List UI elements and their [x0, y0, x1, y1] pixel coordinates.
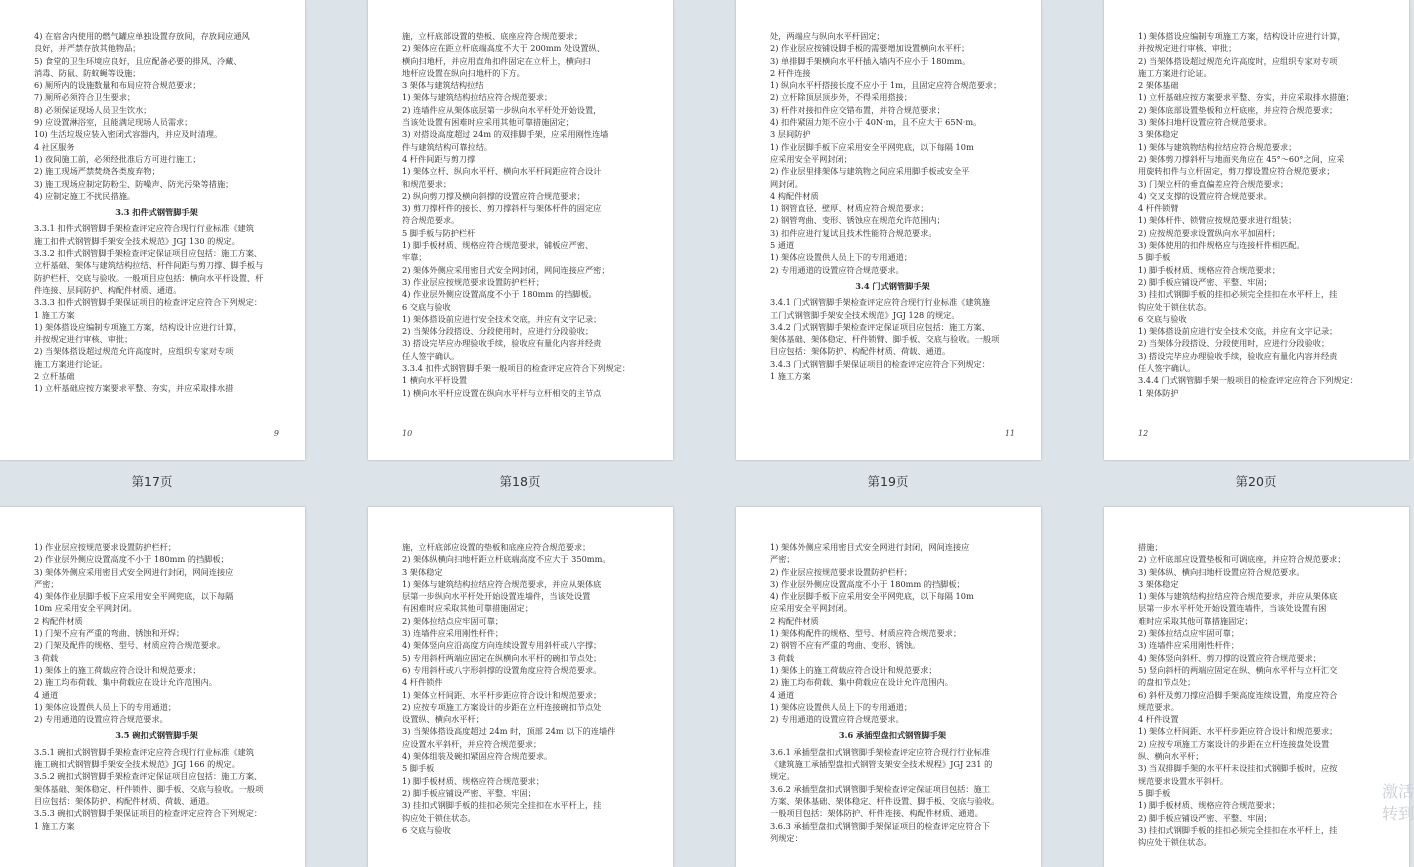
text-line: 3.5.1 碗扣式钢管脚手架检查评定应符合现行行业标准《建筑	[34, 746, 254, 757]
text-line: 1 施工方案	[770, 371, 811, 382]
text-line: 3 架体与建筑结构拉结	[402, 80, 484, 91]
text-line: 6) 斜杆及剪刀撑应沿脚手架高度连续设置，角度应符合	[1138, 689, 1338, 700]
text-line: 规范要求。	[1138, 701, 1179, 712]
text-line: 3) 连墙件应采用刚性杆件；	[1138, 640, 1240, 651]
text-line: 4) 架体组装及碗扣紧固应符合规范要求。	[402, 751, 553, 762]
text-line: 4 杆件锁臂	[1138, 203, 1179, 214]
text-line: 1) 架体上的施工荷载应符合设计和规范要求；	[770, 664, 937, 675]
text-line: 2) 脚手板应铺设严密、平整、牢固；	[1138, 276, 1272, 287]
text-line: 应采用安全平网封闭；	[770, 153, 852, 164]
text-line: 6 交底与验收	[402, 824, 451, 835]
text-line: 4) 交叉支撑的设置应符合规范要求。	[1138, 190, 1272, 201]
text-line: 4) 作业层脚手板下应采用安全平网兜底，以下每隔 10m	[770, 591, 974, 602]
text-line: 7) 厕所必须符合卫生要求；	[34, 92, 136, 103]
text-line: 2) 架体纵横向扫地杆距立杆底端高度不应大于 350mm。	[402, 554, 611, 565]
text-line: 难时应采取其他可靠措施固定；	[1138, 615, 1253, 626]
text-line: 3 架体稳定	[1138, 129, 1179, 140]
text-line: 5 通道	[770, 240, 795, 251]
text-line: 1) 横向水平杆应设置在纵向水平杆与立杆相交的主节点	[402, 387, 602, 398]
text-line: 措施；	[1138, 542, 1163, 552]
text-line: 1) 架体搭设前应进行安全技术交底，并应有文字记录；	[402, 313, 602, 324]
text-line: 2) 当架体搭设超过规范允许高度时，应组织专家对专项	[1138, 55, 1338, 66]
text-line: 符合规范要求。	[402, 215, 460, 226]
text-line: 4 通道	[770, 689, 795, 700]
text-line: 2) 脚手板应铺设严密、平整、牢固；	[402, 787, 536, 798]
text-line: 严密；	[770, 554, 795, 565]
text-line: 5 脚手板	[1138, 252, 1171, 263]
text-line: 2) 作业层里排架体与建筑物之间应采用脚手板或安全平	[770, 166, 970, 177]
text-line: 1) 架体上的施工荷载应符合设计和规范要求；	[34, 664, 201, 675]
text-line: 6) 厕所内的设施数量和布局应符合规范要求；	[34, 80, 201, 91]
text-line: 2) 立杆除顶层顶步外，不得采用搭接；	[770, 92, 913, 103]
text-line: 3) 当架体搭设高度超过 24m 时，顶部 24m 以下的连墙件	[402, 726, 616, 737]
text-line: 1 施工方案	[34, 820, 75, 831]
text-line: 3 架体稳定	[402, 566, 443, 577]
text-line: 10) 生活垃圾应装入密闭式容器内，并应及时清理。	[34, 129, 223, 140]
text-line: 的盘扣节点处；	[1138, 677, 1196, 688]
text-line: 2 架体基础	[1138, 80, 1179, 91]
text-line: 2) 钢管不应有严重的弯曲、变形、锈蚀。	[770, 640, 921, 651]
page-label-17[interactable]: 第17页	[131, 474, 173, 489]
text-line: 9) 应设置淋浴室，且能满足现场人员需求；	[34, 117, 193, 128]
text-line: 4) 在宿舍内使用的燃气罐应单独设置存放间，存放间应通风	[34, 31, 250, 41]
text-line: 1) 脚手板材质、规格应符合规范要求；	[1138, 264, 1281, 275]
text-line: 3) 门架立杆的垂直偏差应符合规范要求；	[1138, 178, 1289, 189]
text-line: 4 构配件材质	[770, 190, 819, 201]
text-line: 牢靠；	[402, 252, 427, 263]
text-line: 用旋转扣件与立杆固定，剪刀撑设置应符合规范要求；	[1138, 166, 1335, 177]
text-line: 4 通道	[34, 689, 59, 700]
text-line: 3.6.1 承插型盘扣式钢管脚手架检查评定应符合现行行业标准	[770, 746, 990, 757]
text-line: 2) 纵向剪刀撑及横向斜撑的设置应符合规范要求；	[402, 190, 585, 201]
text-line: 1) 纵向水平杆搭接长度不应小于 1m，且固定应符合规范要求；	[770, 80, 1002, 91]
page-number: 10	[402, 429, 413, 438]
text-line: 3) 架体外侧应采用密目式安全网进行封闭，网间连接应	[34, 566, 234, 577]
text-line: 2) 架体拉结点应牢固可靠；	[402, 615, 504, 626]
text-line: 3.3.3 扣件式钢管脚手架保证项目的检查评定应符合下列规定：	[34, 297, 263, 308]
text-line: 6 交底与验收	[1138, 313, 1187, 324]
text-line: 钩应处于锁住状态。	[1138, 837, 1212, 848]
text-line: 2) 脚手板应铺设严密、平整、牢固；	[1138, 812, 1272, 823]
page-number: 9	[273, 429, 279, 438]
text-line: 1) 架体搭设应编制专项施工方案，结构设计应进行计算，	[34, 321, 242, 332]
text-line: 3) 施工现场应制定防粉尘、防噪声、防光污染等措施；	[34, 178, 234, 189]
text-line: 2 构配件材质	[34, 615, 83, 626]
text-line: 2) 架体底部设置垫板和立杆底座，并应符合规范要求；	[1138, 104, 1338, 115]
text-line: 3) 单排脚手架横向水平杆插入墙内不应小于 180mm。	[770, 55, 971, 66]
text-line: 2) 应按专项施工方案设计的步距在立杆连接盘处设置	[1138, 738, 1330, 749]
text-line: 严密；	[34, 578, 59, 589]
text-line: 层第一步纵向水平杆处开始设置连墙件，当该处设置	[402, 591, 591, 602]
text-line: 4 社区服务	[34, 141, 75, 152]
text-line: 3.4.4 门式钢管脚手架一般项目的检查评定应符合下列规定：	[1138, 375, 1358, 386]
text-line: 1) 架体搭设应编制专项施工方案，结构设计应进行计算，	[1138, 31, 1346, 41]
top-page-thumbnail[interactable]	[368, 0, 673, 460]
text-line: 任人签字确认。	[1138, 363, 1196, 374]
text-line: 2) 应按专项施工方案设计的步距在立杆连接碗扣节点处	[402, 701, 602, 712]
text-line: 1) 架体与建筑结构拉结应符合规范要求；	[402, 92, 553, 103]
text-line: 1) 夜间施工前，必须经批准后方可进行施工；	[34, 153, 201, 164]
top-page-thumbnail[interactable]	[736, 0, 1041, 460]
top-page-thumbnail[interactable]	[1104, 0, 1409, 460]
text-line: 施工碗扣式钢管脚手架安全技术规范》JGJ 166 的规定。	[34, 759, 240, 770]
text-line: 1) 架体外侧应采用密目式安全网进行封闭，网间连接应	[770, 542, 970, 552]
text-line: 2) 架体外侧应采用密目式安全网封闭，网间连接应严密；	[402, 264, 610, 275]
text-line: 3) 对搭设高度超过 24m 的双排脚手架，应采用刚性连墙	[402, 129, 609, 140]
text-line: 1) 架体立杆、纵向水平杆、横向水平杆间距应符合设计	[402, 166, 602, 177]
watermark-line-1: 激活	[1381, 782, 1414, 801]
text-line: 当该处设置有困难时应采用其他可靠措施固定；	[402, 117, 574, 128]
text-line: 3.3.1 扣件式钢管脚手架检查评定应符合现行行业标准《建筑	[34, 223, 254, 234]
text-line: 《建筑施工承插型盘扣式钢管支架安全技术规程》JGJ 231 的	[770, 759, 993, 770]
text-line: 3.3.2 扣件式钢管脚手架检查评定保证项目应包括：施工方案、	[34, 248, 263, 259]
text-line: 并按规定进行审核、审批；	[1138, 43, 1237, 54]
page-label-19[interactable]: 第19页	[867, 474, 909, 489]
text-line: 1) 架体应设置供人员上下的专用通道；	[770, 701, 913, 712]
text-line: 施工方案进行论证。	[34, 358, 108, 369]
text-line: 网封闭。	[770, 178, 803, 189]
text-line: 3.6.2 承插型盘扣式钢管脚手架检查评定保证项目包括：施工	[770, 783, 990, 794]
text-line: 3.3.4 扣件式钢管脚手架一般项目的检查评定应符合下列规定：	[402, 363, 631, 374]
bottom-page-thumbnail[interactable]	[368, 507, 673, 867]
text-line: 1) 架体应设置供人员上下的专用通道；	[34, 701, 177, 712]
text-line: 2) 施工均布荷载、集中荷载应在设计允许范围内。	[34, 677, 217, 688]
text-line: 3) 架体纵、横向扫地杆设置应符合规范要求。	[1138, 566, 1305, 577]
text-line: 防护栏杆、交底与验收。一般项目应包括：横向水平杆设置、杆	[34, 272, 264, 283]
text-line: 3 架体稳定	[1138, 578, 1179, 589]
text-line: 3) 扣件应进行复试且技术性能符合规范要求。	[770, 227, 937, 238]
text-line: 和规范要求；	[402, 178, 452, 189]
text-line: 2) 作业层外侧应设置高度不小于 180mm 的挡脚板；	[34, 554, 229, 565]
text-line: 1) 脚手板材质、规格应符合规范要求；	[1138, 800, 1281, 811]
text-line: 列规定：	[770, 832, 803, 843]
text-line: 规定。	[770, 771, 795, 782]
text-line: 3.4.3 门式钢管脚手架保证项目的检查评定应符合下列规定：	[770, 358, 990, 369]
text-line: 3) 搭设完毕应办理验收手续，验收应有量化内容并经责	[402, 338, 602, 349]
text-line: 2) 门架及配件的规格、型号、材质应符合规范要求。	[34, 640, 226, 651]
text-line: 施，立杆底部应设置的垫板和底座应符合规范要求；	[402, 542, 591, 552]
text-line: 1 架体防护	[1138, 387, 1179, 398]
text-line: 施工方案进行论证。	[1138, 67, 1212, 78]
section-heading: 3.4 门式钢管脚手架	[855, 280, 930, 291]
text-line: 2) 钢管弯曲、变形、锈蚀应在规范允许范围内；	[770, 215, 945, 226]
text-line: 2) 专用通道的设置应符合规范要求。	[34, 714, 168, 725]
text-line: 应采用安全平网封闭。	[770, 603, 852, 614]
text-line: 3) 剪刀撑杆件的接长、剪刀撑斜杆与架体杆件的固定应	[402, 203, 602, 214]
top-page-thumbnail[interactable]	[0, 0, 305, 460]
text-line: 应设置水平斜杆，并应符合规范要求；	[402, 738, 542, 749]
text-line: 目应包括：架体防护、构配件材质、荷载、通道。	[770, 346, 951, 357]
text-line: 钩应处于锁住状态。	[402, 812, 476, 823]
text-line: 架体基础、架体稳定、杆件锁件、脚手板、交底与验收。一般项	[34, 783, 264, 794]
text-line: 3) 作业层外侧应设置高度不小于 180mm 的挡脚板；	[770, 578, 965, 589]
text-line: 2) 当架体搭设超过规范允许高度时，应组织专家对专项	[34, 346, 234, 357]
text-line: 3.4.1 门式钢管脚手架检查评定应符合现行行业标准《建筑施	[770, 297, 990, 308]
text-line: 3) 挂扣式钢脚手板的挂扣必须完全挂扣在水平杆上，挂	[402, 800, 602, 811]
text-line: 方案、架体基础、架体稳定、杆件设置、脚手板、交底与验收。	[770, 795, 1000, 806]
activation-watermark	[1382, 781, 1414, 825]
text-line: 4) 扣件紧固力矩不应小于 40N·m，且不应大于 65N·m。	[770, 117, 982, 128]
text-line: 处，两端应与纵向水平杆固定；	[770, 31, 885, 41]
text-line: 1) 架体杆件、锁臂应按规范要求进行组装；	[1138, 215, 1297, 226]
text-line: 2) 专用通道的设置应符合规范要求。	[770, 714, 904, 725]
text-line: 1) 架体立杆间距、水平杆步距应符合设计和规范要求；	[1138, 726, 1338, 737]
text-line: 1) 立杆基础应按方案要求平整、夯实，并应采取排水措施；	[1138, 92, 1354, 103]
text-line: 规范要求设置水平斜杆。	[1138, 775, 1229, 786]
page-label-18[interactable]: 第18页	[499, 474, 541, 489]
text-line: 2) 施工现场严禁焚烧各类废弃物；	[34, 166, 160, 177]
text-line: 架体基础、架体稳定、杆件锁臂、脚手板、交底与验收。一般项	[770, 334, 1000, 345]
text-line: 3) 当双排脚手架的水平杆未设挂扣式钢脚手板时，应按	[1138, 763, 1338, 774]
text-line: 4) 作业层外侧应设置高度不小于 180mm 的挡脚板。	[402, 289, 597, 300]
text-line: 1) 架体与建筑物结构拉结应符合规范要求；	[1138, 141, 1297, 152]
bottom-page-thumbnail[interactable]	[0, 507, 305, 867]
text-line: 4) 架体竖向应沿高度方向连续设置专用斜杆或八字撑；	[402, 640, 602, 651]
text-line: 2) 应按规范要求设置纵向水平加固杆；	[1138, 227, 1281, 238]
text-line: 设置纵、横向水平杆；	[402, 714, 484, 725]
text-line: 1) 钢管直径、壁厚、材质应符合规范要求；	[770, 203, 929, 214]
text-line: 1) 架体立杆间距、水平杆步距应符合设计和规范要求；	[402, 689, 602, 700]
text-line: 5 脚手板	[1138, 787, 1171, 798]
text-line: 3) 架体使用的扣件规格应与连接杆件相匹配。	[1138, 240, 1305, 251]
text-line: 6 交底与验收	[402, 301, 451, 312]
text-line: 3 荷载	[770, 652, 795, 663]
text-line: 3 层间防护	[770, 129, 811, 140]
text-line: 钩应处于锁住状态。	[1138, 301, 1212, 312]
text-line: 2) 连墙件应从架体底层第一步纵向水平杆处开始设置，	[402, 104, 602, 115]
text-line: 工门式钢管脚手架安全技术规范》JGJ 128 的规定。	[770, 309, 960, 320]
text-line: 1) 作业层脚手板下应采用安全平网兜底，以下每隔 10m	[770, 141, 974, 152]
text-line: 件连接、层间防护、构配件材质、通道。	[34, 284, 182, 295]
text-line: 良好，并严禁存放其他物品；	[34, 43, 141, 54]
text-line: 立杆基础、架体与建筑结构拉结、杆件间距与剪刀撑、脚手板与	[34, 260, 264, 271]
text-line: 任人签字确认。	[402, 350, 460, 361]
section-heading: 3.3 扣件式钢管脚手架	[115, 207, 198, 218]
text-line: 3) 挂扣式钢脚手板的挂扣必须完全挂扣在水平杆上，挂	[1138, 824, 1338, 835]
text-line: 6) 专用斜杆或八字形斜撑的设置角度应符合规范要求。	[402, 664, 602, 675]
text-line: 5) 食堂的卫生环境应良好，且应配备必要的排风、冷藏、	[34, 55, 242, 66]
text-line: 3.4.2 门式钢管脚手架检查评定保证项目应包括：施工方案、	[770, 321, 990, 332]
text-line: 1 施工方案	[34, 309, 75, 320]
text-line: 并按规定进行审核、审批；	[34, 334, 133, 345]
text-line: 4 杆件锁件	[402, 677, 443, 688]
text-line: 1) 架体与建筑结构拉结应符合规范要求，并应从架体底	[1138, 591, 1338, 602]
text-line: 3) 杆件对接扣件应交错布置，并符合规范要求；	[770, 104, 945, 115]
text-line: 4 杆件设置	[1138, 714, 1179, 725]
text-line: 2) 当架体分段搭设、分段使用时，应进行分段验收；	[1138, 338, 1330, 349]
text-line: 2) 专用通道的设置应符合规范要求。	[770, 264, 904, 275]
text-line: 2) 架体拉结点应牢固可靠；	[1138, 628, 1240, 639]
text-line: 3) 作业层应按规范要求设置防护栏杆；	[402, 276, 545, 287]
text-line: 消毒、防鼠、防蚊蝇等设施；	[34, 67, 141, 78]
text-line: 3) 连墙件应采用刚性杆件；	[402, 628, 504, 639]
text-line: 4) 架体作业层脚手板下应采用安全平网兜底，以下每隔	[34, 591, 234, 602]
text-line: 1) 架体与建筑结构拉结应符合规范要求，并应从架体底	[402, 578, 602, 589]
text-line: 纵、横向水平杆；	[1138, 751, 1204, 762]
text-line: 目应包括：架体防护、构配件材质、荷载、通道。	[34, 795, 215, 806]
watermark-line-2: 转到	[1381, 804, 1414, 823]
section-heading: 3.5 碗扣式钢管脚手架	[115, 730, 198, 741]
text-line: 2 杆件连接	[770, 67, 811, 78]
text-line: 3) 挂扣式钢脚手板的挂扣必须完全挂扣在水平杆上，挂	[1138, 289, 1338, 300]
text-line: 5 脚手板与防护栏杆	[402, 227, 476, 238]
text-line: 1) 脚手板材质、规格应符合规范要求；	[402, 775, 545, 786]
text-line: 4) 应制定施工不扰民措施。	[34, 190, 136, 201]
text-line: 3.5.3 碗扣式钢管脚手架保证项目的检查评定应符合下列规定：	[34, 808, 263, 819]
text-line: 2) 架体应在距立杆底端高度不大于 200mm 处设置纵、	[402, 43, 605, 54]
page-label-20[interactable]: 第20页	[1235, 474, 1277, 489]
text-line: 10m 应采用安全平网封闭。	[34, 603, 137, 614]
text-line: 1) 作业层应按规范要求设置防护栏杆；	[34, 542, 177, 552]
text-line: 1) 架体搭设前应进行安全技术交底，并应有文字记录；	[1138, 326, 1338, 337]
text-line: 1) 架体构配件的规格、型号、材质应符合规范要求；	[770, 628, 962, 639]
section-heading: 3.6 承插型盘扣式钢管脚手架	[838, 730, 947, 741]
text-line: 2 构配件材质	[770, 615, 819, 626]
text-line: 5) 竖向斜杆的两端应固定在纵、横向水平杆与立杆汇交	[1138, 664, 1338, 675]
text-line: 1) 脚手板材质、规格应符合规范要求，铺板应严密、	[402, 240, 594, 251]
text-line: 2) 架体剪刀撑斜杆与地面夹角应在 45°～60°之间，应采	[1138, 153, 1345, 164]
text-line: 3 荷载	[34, 652, 59, 663]
page-number: 12	[1138, 429, 1149, 438]
text-line: 3) 搭设完毕应办理验收手续，验收应有量化内容并经责	[1138, 350, 1338, 361]
text-line: 2) 立杆底部应设置垫板和可调底座，并应符合规范要求；	[1138, 554, 1346, 565]
text-line: 3.6.3 承插型盘扣式钢管脚手架保证项目的检查评定应符合下	[770, 820, 990, 831]
text-line: 1) 架体应设置供人员上下的专用通道；	[770, 252, 913, 263]
text-line: 横向扫地杆，并应用直角扣件固定在立杆上，横向扫	[402, 55, 591, 66]
text-line: 1) 立杆基础应按方案要求平整、夯实，并应采取排水措	[34, 383, 234, 394]
text-line: 5 脚手板	[402, 763, 435, 774]
text-line: 2) 作业层应按铺设脚手板的需要增加设置横向水平杆；	[770, 43, 970, 54]
text-line: 3.5.2 碗扣式钢管脚手架检查评定保证项目应包括：施工方案、	[34, 771, 263, 782]
text-line: 地杆应设置在纵向扫地杆的下方。	[402, 67, 525, 78]
bottom-page-thumbnail[interactable]	[736, 507, 1041, 867]
text-line: 8) 必须保证现场人员卫生饮水；	[34, 104, 152, 115]
text-line: 2) 当架体分段搭设、分段使用时，应进行分段验收；	[402, 326, 594, 337]
text-line: 施工扣件式钢管脚手架安全技术规范》JGJ 130 的规定。	[34, 235, 240, 246]
text-line: 2 立杆基础	[34, 371, 75, 382]
text-line: 施，立杆底部设置的垫板、底座应符合规范要求；	[402, 31, 583, 41]
text-line: 4 杆件间距与剪刀撑	[402, 153, 476, 164]
text-line: 有困难时应采取其他可靠措施固定；	[402, 603, 534, 614]
page-number: 11	[1004, 429, 1015, 438]
text-line: 3) 架体扫地杆设置应符合规范要求。	[1138, 117, 1272, 128]
text-line: 4) 架体竖向斜杆、剪刀撑的设置应符合规范要求；	[1138, 652, 1321, 663]
text-line: 5) 专用斜杆两端应固定在纵横向水平杆的碗扣节点处；	[402, 652, 602, 663]
text-line: 1 横向水平杆设置	[402, 375, 468, 386]
text-line: 件与建筑结构可靠拉结。	[402, 141, 493, 152]
text-line: 一般项目包括：架体防护、杆件连接、构配件材质、通道。	[770, 808, 983, 819]
text-line: 2) 作业层应按规范要求设置防护栏杆；	[770, 566, 913, 577]
text-line: 2) 施工均布荷载、集中荷载应在设计允许范围内。	[770, 677, 953, 688]
text-line: 层第一步水平杆处开始设置连墙件，当该处设置有困	[1138, 603, 1327, 614]
bottom-page-thumbnail[interactable]	[1104, 507, 1409, 867]
text-line: 1) 门架不应有严重的弯曲、锈蚀和开焊；	[34, 628, 185, 639]
